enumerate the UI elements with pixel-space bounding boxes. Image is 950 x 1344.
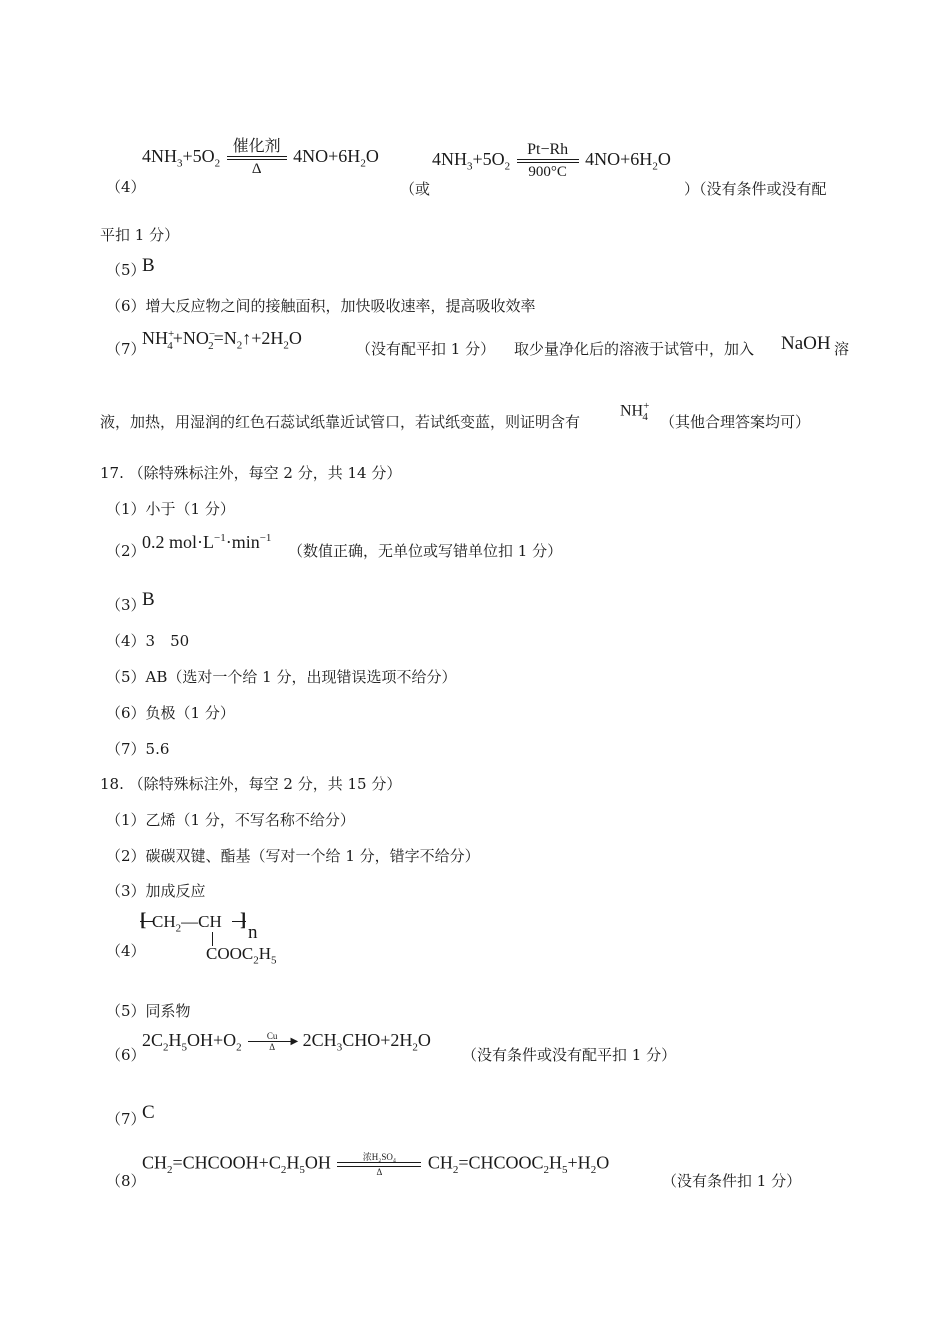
q16-item4-label: （4） <box>106 178 146 196</box>
q17-item1: （1）小于（1 分） <box>106 500 235 518</box>
q16-item7-note1: （没有配平扣 1 分） <box>356 340 496 358</box>
q17-item4: （4）3 50 <box>106 632 190 650</box>
q16-item5-answer: B <box>142 255 155 276</box>
q17-item6: （6）负极（1 分） <box>106 704 235 722</box>
q17-item3-label: （3） <box>106 596 146 614</box>
q18-item6-equation: $2C_2H_5OH+O_2$ Cu ▶ Δ $2CH_3CHO+2H_2O$ <box>142 1030 431 1054</box>
q18-header: 18. （除特殊标注外，每空 2 分，共 15 分） <box>100 775 402 793</box>
q16-item7-label: （7） <box>106 340 146 358</box>
q18-item7-label: （7） <box>106 1110 146 1128</box>
q17-item7: （7）5.6 <box>106 740 170 758</box>
q16-item7-nh4: $NH^+_4$ <box>620 400 650 423</box>
q16-item5-label: （5） <box>106 261 146 279</box>
q16-item4-equation2: $4NH_3+5O_2$ $\frac{Pt-Rh}{900^\circ C}$ $4NO+6H_2O$ <box>432 141 671 180</box>
polymer-side-chain: $COOC_2H_5$ <box>206 944 277 967</box>
q18-item3: （3）加成反应 <box>106 882 206 900</box>
q17-item3-answer: B <box>142 589 155 610</box>
q18-item6-note: （没有条件或没有配平扣 1 分） <box>462 1046 677 1064</box>
q16-item6: （6）增大反应物之间的接触面积，加快吸收速率，提高吸收效率 <box>106 297 536 315</box>
q18-item2: （2）碳碳双键、酯基（写对一个给 1 分，错字不给分） <box>106 847 480 865</box>
q18-item4-polymer-structure: [ $CH_2—CH$ ] n $COOC_2H_5$ <box>140 910 277 967</box>
q17-item2-note: （数值正确，无单位或写错单位扣 1 分） <box>288 542 563 560</box>
q18-item1: （1）乙烯（1 分，不写名称不给分） <box>106 811 355 829</box>
q18-item8-equation: $CH_2=CHCOOH+C_2H_5OH$ 浓H₂SO₄ Δ $CH_2=CHCOOC_2H_5+H_2O$ <box>142 1152 610 1177</box>
q18-item7-answer: C <box>142 1102 155 1123</box>
q17-item5: （5）AB（选对一个给 1 分，出现错误选项不给分） <box>106 668 457 686</box>
q17-item2-value: 0.2 $mol\cdot L^{-1}\cdot\min^{-1}$ <box>142 532 272 552</box>
q16-item7-note2: 取少量净化后的溶液于试管中，加入 <box>514 340 755 358</box>
q17-header: 17. （除特殊标注外，每空 2 分，共 14 分） <box>100 464 402 482</box>
q16-item7-note3: 溶 <box>834 340 850 358</box>
q16-item4-note-cont: 平扣 1 分） <box>100 226 180 244</box>
polymer-top-chain: $CH_2—CH$ <box>152 912 222 935</box>
q18-item6-label: （6） <box>106 1046 146 1064</box>
q18-item8-label: （8） <box>106 1172 146 1190</box>
q16-item7-line2-end: （其他合理答案均可） <box>660 413 811 431</box>
q16-item4-note: ）（没有条件或没有配 <box>684 180 827 198</box>
q18-item5: （5）同系物 <box>106 1002 191 1020</box>
q16-item7-naoh: NaOH <box>781 333 831 354</box>
q16-item7-line2: 液，加热，用湿润的红色石蕊试纸靠近试管口，若试纸变蓝，则证明含有 <box>100 413 581 431</box>
q17-item2-label: （2） <box>106 542 146 560</box>
q16-item7-equation: $NH^+_4+NO^-_2=N_2↑+2H_2O$ <box>142 328 302 352</box>
q18-item4-label: （4） <box>106 942 146 960</box>
q16-item4-or: （或 <box>400 180 431 198</box>
q16-item4-equation1: $4NH_3+5O_2$ 催化剂 Δ $4NO+6H_2O$ <box>142 138 379 177</box>
q18-item8-note: （没有条件扣 1 分） <box>662 1172 802 1190</box>
